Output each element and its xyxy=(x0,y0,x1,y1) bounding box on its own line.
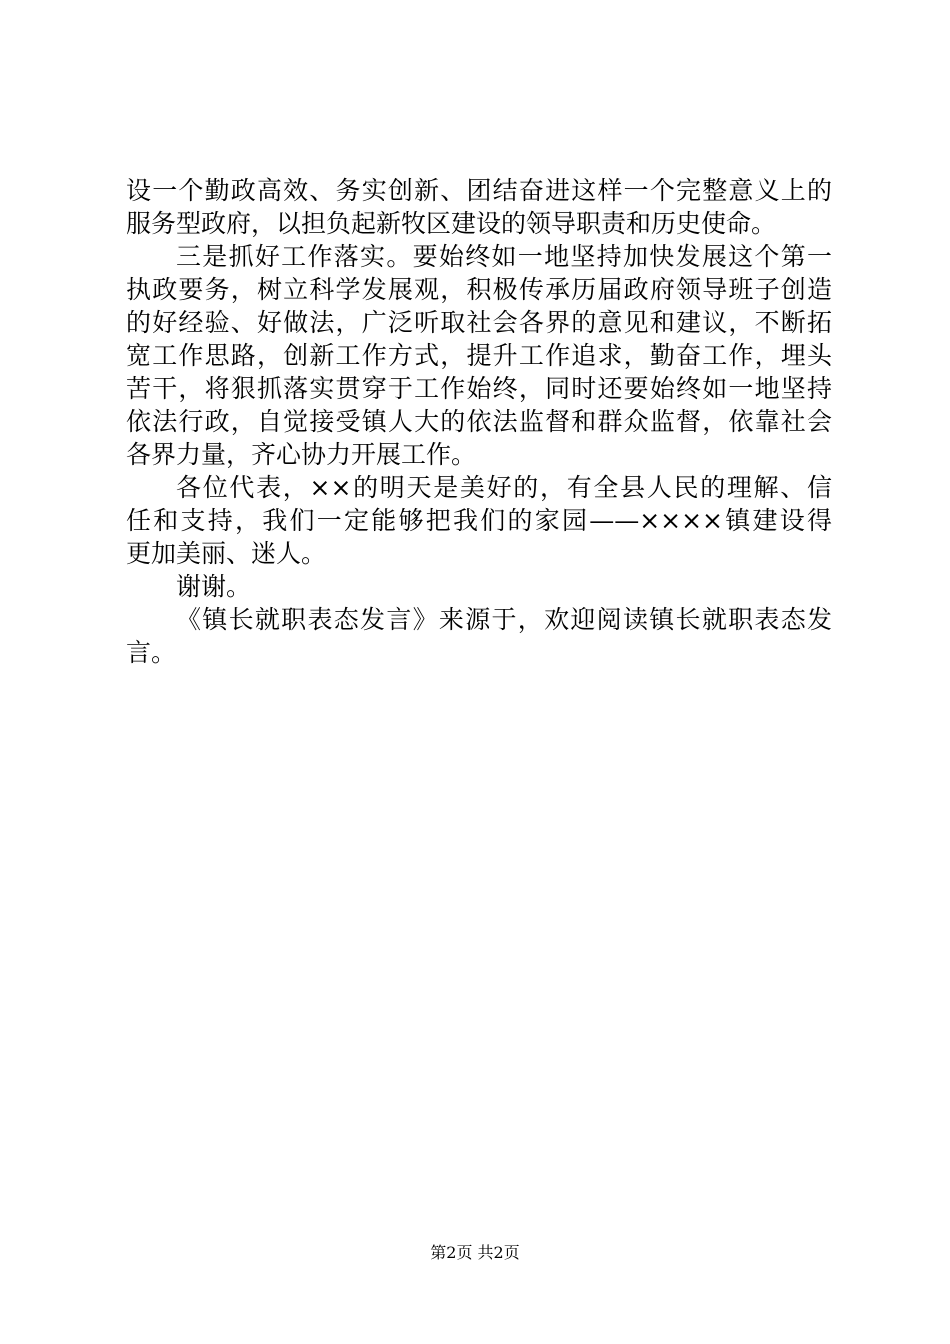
text-line: 宽工作思路，创新工作方式，提升工作追求，勤奋工作，埋头 xyxy=(126,341,832,370)
text-line: 各界力量，齐心协力开展工作。 xyxy=(126,440,477,469)
text-line: 执政要务，树立科学发展观，积极传承历届政府领导班子创造 xyxy=(126,275,832,304)
page-number-footer: 第2页 共2页 xyxy=(430,1243,520,1262)
text-line: 依法行政，自觉接受镇人大的依法监督和群众监督，依靠社会 xyxy=(126,407,832,436)
text-line: 任和支持，我们一定能够把我们的家园——××××镇建设得 xyxy=(126,506,832,535)
text-line: 服务型政府，以担负起新牧区建设的领导职责和历史使命。 xyxy=(126,209,777,238)
text-line: 更加美丽、迷人。 xyxy=(126,539,327,568)
text-line: 的好经验、好做法，广泛听取社会各界的意见和建议，不断拓 xyxy=(126,308,832,337)
paragraph-start-line: 《镇长就职表态发言》来源于，欢迎阅读镇长就职表态发 xyxy=(176,605,832,634)
text-line: 设一个勤政高效、务实创新、团结奋进这样一个完整意义上的 xyxy=(126,176,832,205)
paragraph-start-line: 谢谢。 xyxy=(176,572,252,601)
document-body xyxy=(126,174,832,669)
text-line: 言。 xyxy=(126,638,177,667)
paragraph-start-line: 各位代表，××的明天是美好的，有全县人民的理解、信 xyxy=(176,473,832,502)
text-line: 苦干，将狠抓落实贯穿于工作始终，同时还要始终如一地坚持 xyxy=(126,374,832,403)
paragraph-start-line: 三是抓好工作落实。要始终如一地坚持加快发展这个第一 xyxy=(176,242,832,271)
